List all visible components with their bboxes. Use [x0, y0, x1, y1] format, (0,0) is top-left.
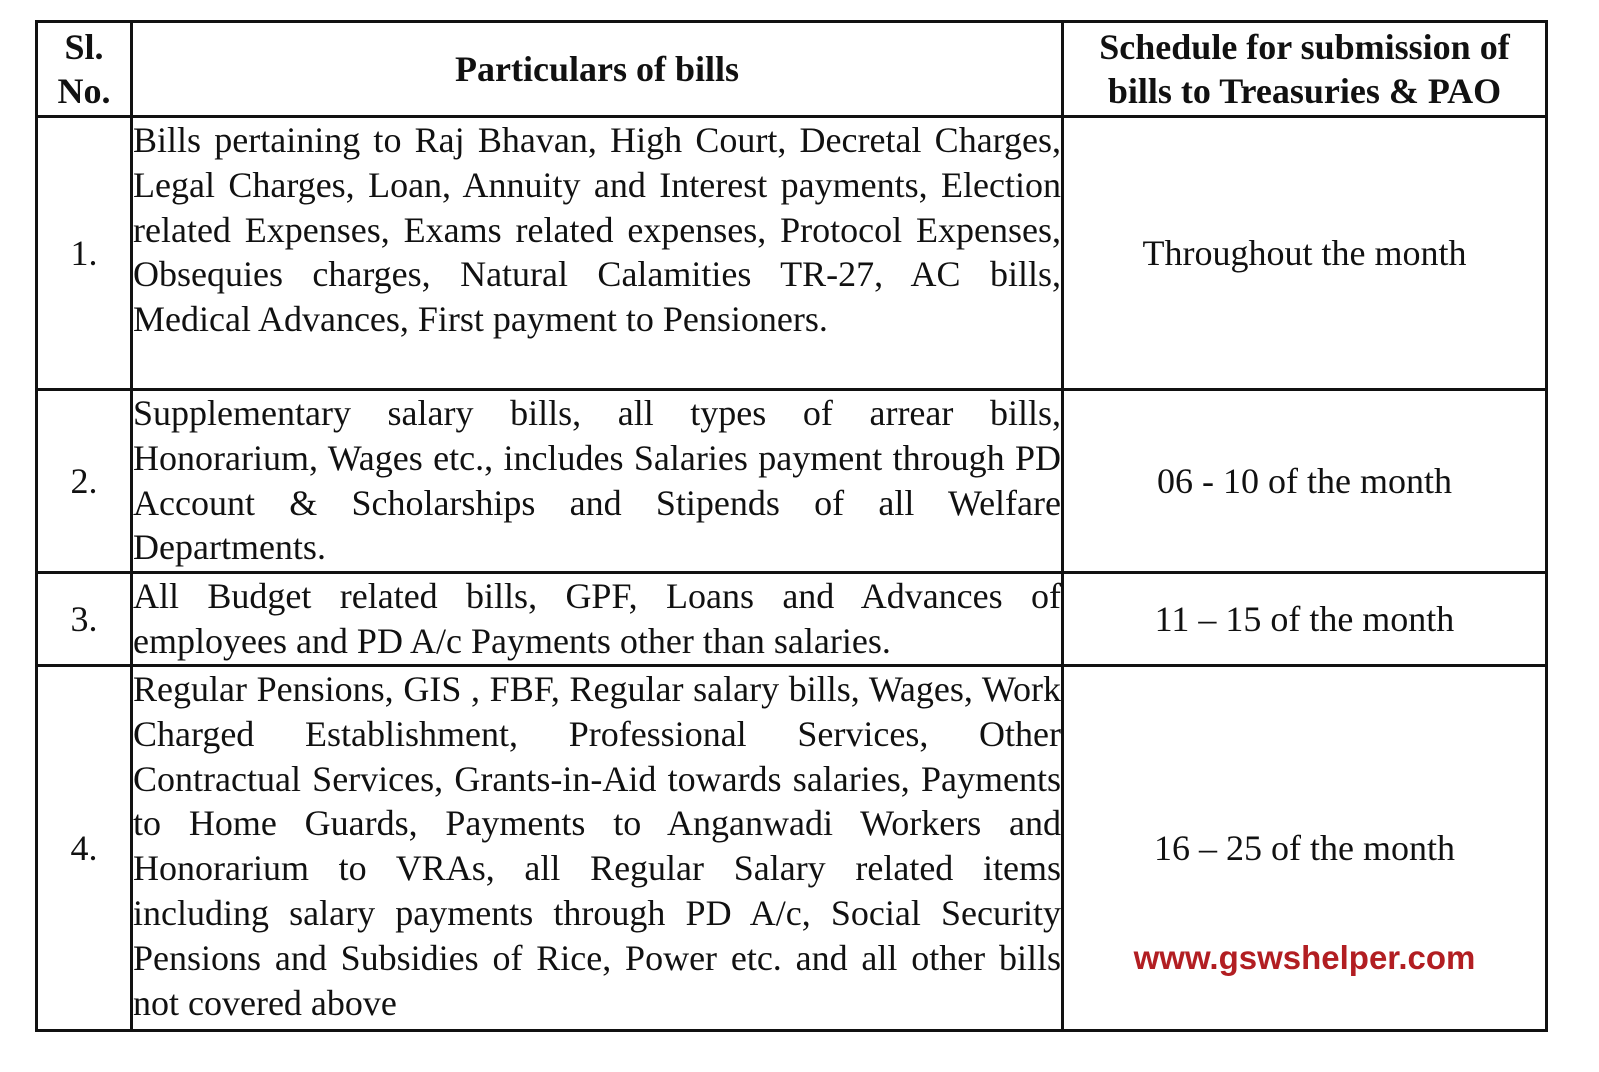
schedule-cell: Throughout the month — [1063, 117, 1547, 390]
schedule-cell: 06 - 10 of the month — [1063, 390, 1547, 573]
particulars-cell: Bills pertaining to Raj Bhavan, High Court, Decretal Charges, Legal Charges, Loan, Annuity and Interest payments, Election related Expenses, Exams related expenses, Protocol Expenses, Obsequies charges, Natural Calamities TR-27, AC bills, Medical Advances, First payment to Pensioners. — [132, 117, 1063, 390]
particulars-cell: Supplementary salary bills, all types of arrear bills, Honorarium, Wages etc., includes Salaries payment through PD Account & Scholarships and Stipends of all Welfare Departments. — [132, 390, 1063, 573]
bill-schedule-table — [35, 20, 1548, 1032]
table-row — [37, 666, 1547, 1031]
sl-no-cell: 4. — [37, 666, 132, 1031]
header-row — [37, 22, 1547, 117]
header-schedule: Schedule for submission of bills to Treasuries & PAO — [1063, 22, 1547, 117]
sl-no-cell: 2. — [37, 390, 132, 573]
header-particulars: Particulars of bills — [132, 22, 1063, 117]
sl-no-cell: 3. — [37, 573, 132, 666]
website-watermark: www.gswshelper.com — [1133, 939, 1476, 976]
table-row — [37, 573, 1547, 666]
schedule-text: 16 – 25 of the month — [1154, 828, 1455, 868]
particulars-cell: Regular Pensions, GIS , FBF, Regular salary bills, Wages, Work Charged Establishment, Professional Services, Other Contractual Services, Grants-in-Aid towards salaries, Payments to Home Guards, Payments to Anganwadi Workers and Honorarium to VRAs, all Regular Salary related items including salary payments through PD A/c, Social Security Pensions and Subsidies of Rice, Power etc. and all other bills not covered above — [132, 666, 1063, 1031]
table-row — [37, 117, 1547, 390]
particulars-cell: All Budget related bills, GPF, Loans and Advances of employees and PD A/c Payments other than salaries. — [132, 573, 1063, 666]
schedule-cell-with-watermark — [1063, 666, 1547, 1031]
sl-no-cell: 1. — [37, 117, 132, 390]
table-row — [37, 390, 1547, 573]
header-sl-no: Sl. No. — [37, 22, 132, 117]
schedule-cell: 11 – 15 of the month — [1063, 573, 1547, 666]
